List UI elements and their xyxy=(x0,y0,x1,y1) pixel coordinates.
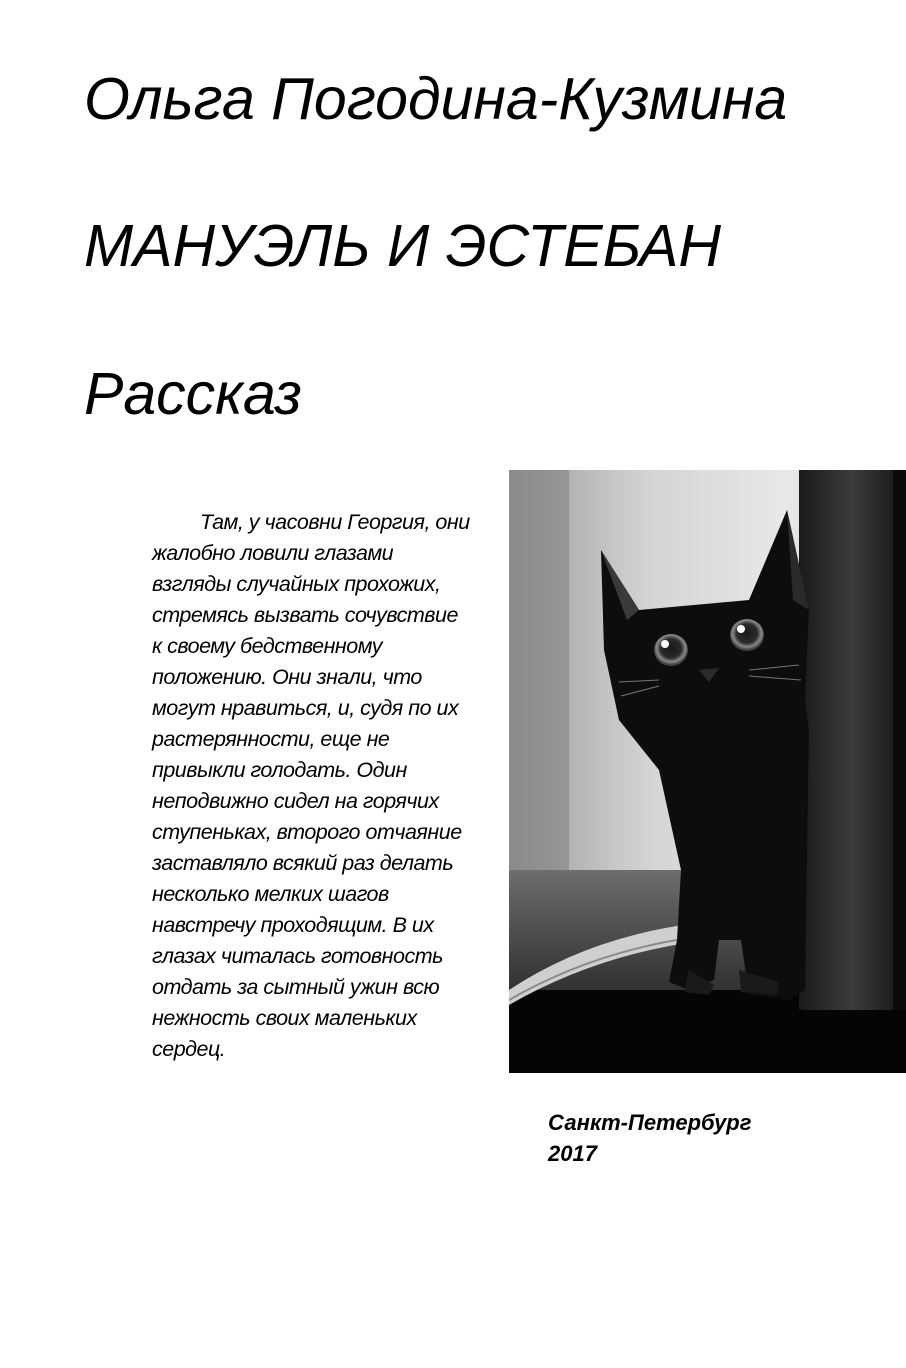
excerpt-line: заставляло всякий раз делать xyxy=(152,851,454,875)
excerpt-line: к своему бедственному xyxy=(152,634,382,658)
excerpt-line: сердец. xyxy=(152,1037,226,1061)
excerpt-line: привыкли голодать. Один xyxy=(152,758,407,782)
publication-city: Санкт-Петербург xyxy=(548,1110,752,1135)
excerpt-line: взгляды случайных прохожих, xyxy=(152,572,441,596)
black-kitten-photo xyxy=(509,470,906,1073)
excerpt-paragraph xyxy=(152,507,497,1065)
excerpt-line: могут нравиться, и, судя по их xyxy=(152,696,459,720)
excerpt-line: ступеньках, второго отчаяние xyxy=(152,820,462,844)
publication-year: 2017 xyxy=(548,1141,597,1166)
excerpt-line: жалобно ловили глазами xyxy=(152,541,394,565)
excerpt-line: неподвижно сидел на горячих xyxy=(152,789,439,813)
excerpt-line: нежность своих маленьких xyxy=(152,1006,417,1030)
excerpt-line: навстречу проходящим. В их xyxy=(152,913,434,937)
excerpt-line: положению. Они знали, что xyxy=(152,665,422,689)
excerpt-line: стремясь вызвать сочувствие xyxy=(152,603,458,627)
excerpt-line: несколько мелких шагов xyxy=(152,882,389,906)
excerpt-line: отдать за сытный ужин всю xyxy=(152,975,440,999)
excerpt-line: Там, у часовни Георгия, они xyxy=(200,510,470,534)
excerpt-line: растерянности, еще не xyxy=(152,727,390,751)
excerpt-line: глазах читалась готовность xyxy=(152,944,443,968)
author-name: Ольга Погодина-Кузмина xyxy=(84,66,788,132)
book-title: МАНУЭЛЬ И ЭСТЕБАН xyxy=(84,213,721,279)
book-genre: Рассказ xyxy=(84,361,302,427)
